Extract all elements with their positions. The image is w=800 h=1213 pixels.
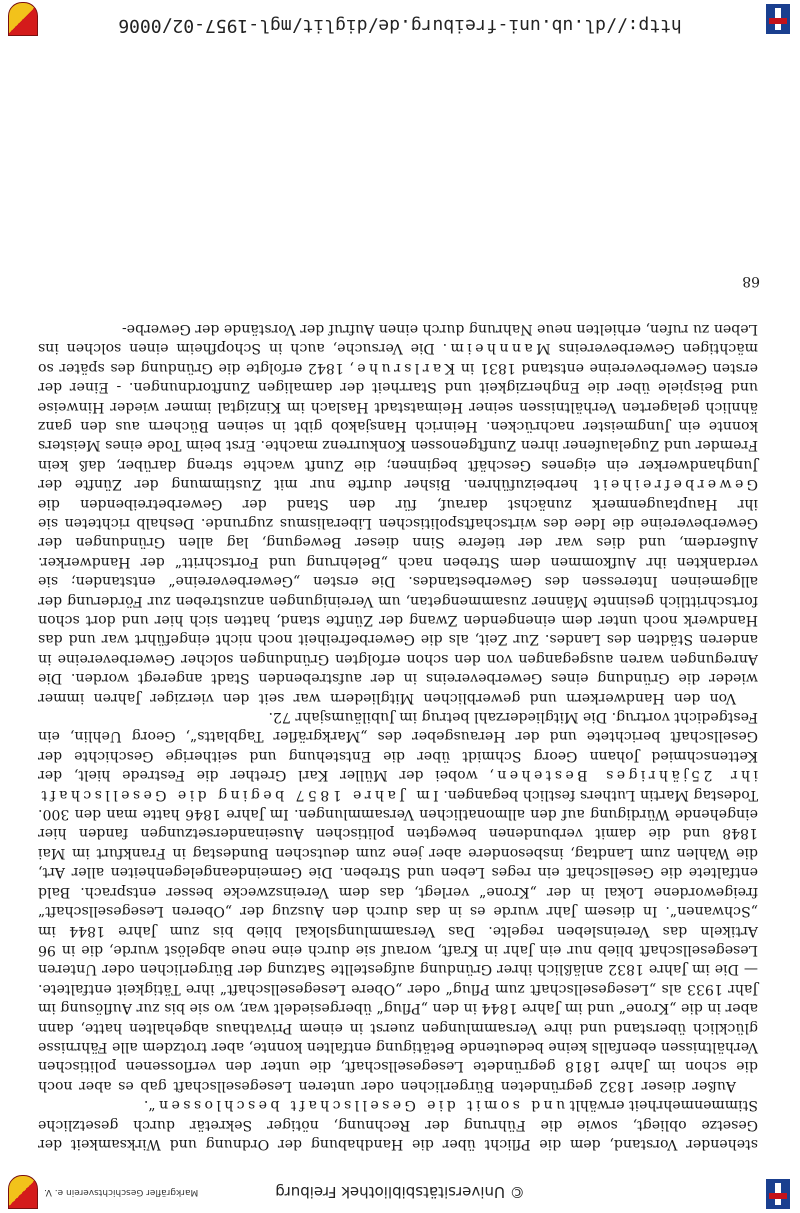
coat-of-arms-icon [8, 1175, 38, 1209]
paragraph-3-text-b: herbeizuführen. Bisher durfte nur mit Zustimmung der Zünfte der Junghandwerker ein eigenes Geschäft beginnen; die Zunft wachte streng darüber, daß kein Fremder und Zugelaufener ihren Zunftgenossen Konkurrenz machte. Erst beim Tode eines Meisters konnte ein Jungmeister nachrücken. Heinrich Hansjakob gibt in seinen Büchern aus den ganz ähnlich gelagerten Verhältnissen seiner Heimatstadt Haslach im Kinzigtal immer wieder Hinweise und Beispiele über die Engherzigkeit und Starrheit der damaligen Zunftordnungen. - Einer der ersten Gewerbevereine entstand 1831 in [38, 359, 758, 493]
document-url[interactable]: http://dl.ub.uni-freiburg.de/diglit/mgl-1957-02/0006 [118, 15, 682, 36]
paragraph-1-line-2: Wirksamkeit der Gesetze obliegt, sowie die Führung der Rechnung, nötiger [37, 1116, 758, 1152]
page-number: 68 [742, 273, 760, 289]
paragraph-1 [38, 1095, 758, 1153]
paragraph-2 [38, 707, 758, 1095]
document-body [38, 319, 758, 1153]
paragraph-3-text-a: Von den Handwerkern und gewerblichen Mitgliedern war seit den vierziger Jahren immer wieder die Gründung eines Gewerbevereins in der aufstrebenden Stadt angeregt worden. Die Anregungen waren ausgegangen von den schon erfolgten Gründungen solcher Gewerbevereine in anderen Städten des Landes. Zur Zeit, als die Gewerbefreiheit noch nicht eingeführt war und das Handwerk noch unter dem einengenden Zwang der Zünfte stand, hatten sich hier und dort schon fortschrittlich gesinnte Männer zusammengetan, um Vereinigungen anzustreben zur Förderung der allgemeinen Interessen des Gewerbestandes. Die ersten „Gewerbevereine“ entstanden; sie verdankten ihr Aufkommen dem Streben nach „Belehrung und Fortschritt“ der Handwerker. Außerdem, und dies war der tiefere Sinn dieser Bewegung, lag allen Gründungen der Gewerbevereine die Idee des wirtschaftspolitischen Liberalismus zugrunde. Deshalb richteten sie ihr Hauptaugenmerk zunächst darauf, für den Stand der Gewerbetreibenden die [38, 495, 758, 706]
paragraph-1-line-1: stehender Vorstand, dem die Pflicht über die Handhabung der Ordnung und [169, 1136, 758, 1152]
paragraph-2-spaced: Im Jahre 1857 beging die Gesellschaft ihr 25jähriges Bestehen [38, 767, 758, 803]
paragraph-3-text-d: . Die Versuche, auch in Schopfheim einen solchen ins Leben zu rufen, erhielten neue Nahrung durch einen Aufruf der Vorstände der Gewerbe- [37, 320, 758, 357]
society-logo-footer [8, 2, 38, 36]
paragraph-3-spaced-a: Gewerbefreiheit [590, 476, 758, 493]
society-logo [8, 1175, 198, 1209]
paragraph-3-spaced-b: Karlsruhe [353, 359, 456, 376]
coat-of-arms-icon-footer [8, 2, 38, 36]
paragraph-3-spaced-c: Mannheim [447, 340, 551, 357]
document-page [0, 40, 800, 1173]
paragraph-2-cont: , wobei der Müller Karl Grether die Festrede hielt, der Kettenschmied Johann Georg Schmidt über die Entstehung und seitherige Geschichte der Gesellschaft berichtete und der Herausgeber des „Markgräfler Tagblatts“, Georg Uehlin, ein Festgedicht vortrug. Die Mitgliederzahl betrug im Jubiläumsjahr 72. [38, 709, 758, 784]
paragraph-3 [38, 319, 758, 707]
viewer-header-band [0, 1173, 800, 1213]
society-logo-text: Markgräfler Geschichtsverein e. V. [44, 1187, 199, 1198]
paragraph-3-text-c: , 1842 erfolgte die Gründung des später so mächtigen Gewerbevereins [38, 340, 758, 376]
paragraph-2-text: Außer dieser 1832 gegründeten Bürgerlichen oder unteren Lesegesellschaft gab es aber noch die schon im Jahre 1818 gegründete Lesegesellschaft, die unter den verflossenen politischen Verhältnissen ebenfalls keine bedeutende Betätigung entfalten konnte, aber trotzdem alle Fährnisse glücklich überstand und ihre Versammlungen zuerst in einem Privathaus abgehalten hatte, dann aber in die „Krone“ und im Jahre 1844 in den „Pflug“ übergesiedelt war, wo sie bis zur Auflösung im Jahr 1933 als „Lesegesellschaft zum Pflug“ oder „Obere Lesegesellschaft“ ihre Tätigkeit entfaltete. — Die im Jahre 1832 anläßlich ihrer Gründung aufgestellte Satzung der Bürgerlichen oder Unteren Lesegesellschaft blieb nur ein Jahr in Kraft, worauf sie durch eine neue abgelöst wurde, die in 96 Artikeln das Vereinsleben regelte. Das Versammlungslokal blieb bis zum Jahre 1844 im „Schwanen“. In diesem Jahr wurde es in das durch den Auszug der „Oberen Lesegesellschaft“ freigewordene Lokal in der „Krone“ verlegt, das dem Vereinszwecke besser entsprach. Bald entfaltete die Gesellschaft ein reges Leben und Streben. Die Gemeindeangelegenheiten aller Art, die Wahlen zum Landtag, insbesondere aber jene zum deutschen Bundestag in Frankfurt im Mai 1848 und die damit verbundenen bewegten politischen Auseinandersetzungen fanden hier eingehende Würdigung auf den allmonatlichen Versammlungen. Im Jahre 1846 hatte man den 300. Todestag Martin Luthers festlich begangen. [38, 786, 758, 1094]
header-copyright: © Universitätsbibliothek Freiburg [275, 1183, 525, 1201]
paragraph-1-line-3: Sekretär durch gesetzliche Stimmenmehrheit erwählt [38, 1097, 758, 1133]
paragraph-1-end: “. [143, 1097, 156, 1114]
viewer-footer-band [0, 0, 800, 40]
paragraph-1-spaced: und somit die Gesellschaft beschlossen [155, 1097, 566, 1114]
